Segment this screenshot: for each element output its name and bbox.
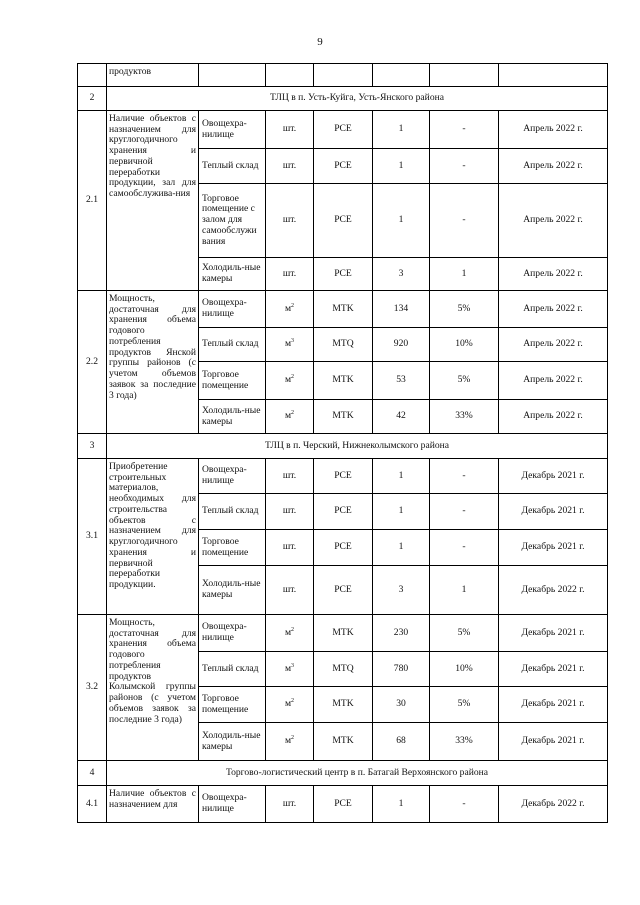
- object-name: Овощехра-нилище: [199, 459, 266, 494]
- deadline: Апрель 2022 г.: [499, 258, 608, 291]
- unit-text: шт.: [282, 214, 297, 226]
- object-name: Овощехра-нилище: [199, 615, 266, 652]
- percent: 1: [430, 566, 499, 615]
- quantity: 230: [373, 615, 430, 652]
- deadline: Апрель 2022 г.: [499, 149, 608, 184]
- unit-cell: [266, 723, 314, 761]
- number-cell: [78, 64, 107, 87]
- empty-cell: [199, 64, 266, 87]
- item-description: Наличие объектов с назначением для: [107, 786, 199, 823]
- unit-code: PCE: [314, 184, 373, 258]
- unit-cell: [266, 615, 314, 652]
- unit-text: м: [284, 410, 292, 422]
- quantity: 68: [373, 723, 430, 761]
- plan-table: [77, 63, 608, 823]
- percent: 5%: [430, 362, 499, 400]
- quantity: 53: [373, 362, 430, 400]
- unit-exponent: 2: [291, 302, 295, 309]
- unit-cell: [266, 786, 314, 823]
- quantity: 780: [373, 652, 430, 687]
- object-name: Торговое помещение: [199, 362, 266, 400]
- unit-text: м: [284, 662, 292, 674]
- unit-code: MTK: [314, 723, 373, 761]
- unit-cell: [266, 184, 314, 258]
- deadline: Декабрь 2022 г.: [499, 786, 608, 823]
- deadline: Декабрь 2021 г.: [499, 652, 608, 687]
- unit-cell: [266, 291, 314, 328]
- unit-code: PCE: [314, 530, 373, 566]
- table-row: [78, 291, 608, 328]
- unit-code: MTQ: [314, 652, 373, 687]
- unit-text: шт.: [282, 159, 297, 171]
- percent: 33%: [430, 723, 499, 761]
- table-row-continuation: [78, 64, 608, 87]
- object-name: Холодиль-ные камеры: [199, 258, 266, 291]
- percent: -: [430, 786, 499, 823]
- empty-cell: [266, 64, 314, 87]
- description-cell: продуктов: [107, 64, 199, 87]
- unit-code: MTK: [314, 362, 373, 400]
- deadline: Апрель 2022 г.: [499, 291, 608, 328]
- percent: 5%: [430, 687, 499, 723]
- quantity: 1: [373, 149, 430, 184]
- percent: 5%: [430, 291, 499, 328]
- unit-exponent: 2: [291, 734, 295, 741]
- unit-code: PCE: [314, 494, 373, 530]
- object-name: Овощехра-нилище: [199, 291, 266, 328]
- unit-code: PCE: [314, 566, 373, 615]
- unit-code: MTK: [314, 687, 373, 723]
- table-row: [78, 111, 608, 149]
- section-row-4: [78, 761, 608, 786]
- empty-cell: [314, 64, 373, 87]
- unit-exponent: 3: [291, 337, 295, 344]
- unit-exponent: 2: [291, 626, 295, 633]
- item-number: 2.2: [78, 291, 107, 434]
- quantity: 1: [373, 184, 430, 258]
- deadline: Апрель 2022 г.: [499, 362, 608, 400]
- unit-cell: [266, 687, 314, 723]
- percent: -: [430, 111, 499, 149]
- section-row-2: [78, 87, 608, 111]
- percent: -: [430, 184, 499, 258]
- object-name: Овощехра-нилище: [199, 786, 266, 823]
- quantity: 1: [373, 530, 430, 566]
- unit-exponent: 2: [291, 373, 295, 380]
- section-title: ТЛЦ в п. Усть-Куйга, Усть-Янского района: [107, 87, 608, 111]
- empty-cell: [373, 64, 430, 87]
- deadline: Декабрь 2021 г.: [499, 615, 608, 652]
- unit-text: м: [284, 374, 292, 386]
- object-name: Холодиль-ные камеры: [199, 400, 266, 434]
- unit-code: MTQ: [314, 328, 373, 362]
- unit-text: м: [284, 302, 292, 314]
- object-name: Холодиль-ные камеры: [199, 723, 266, 761]
- unit-code: MTK: [314, 615, 373, 652]
- unit-exponent: 3: [291, 662, 295, 669]
- unit-text: шт.: [282, 541, 297, 553]
- deadline: Апрель 2022 г.: [499, 400, 608, 434]
- unit-code: PCE: [314, 786, 373, 823]
- percent: -: [430, 494, 499, 530]
- quantity: 920: [373, 328, 430, 362]
- quantity: 42: [373, 400, 430, 434]
- table-row: [78, 786, 608, 823]
- unit-code: PCE: [314, 149, 373, 184]
- deadline: Декабрь 2022 г.: [499, 566, 608, 615]
- deadline: Декабрь 2021 г.: [499, 530, 608, 566]
- unit-text: м: [284, 735, 292, 747]
- page-number: 9: [317, 36, 323, 48]
- unit-text: м: [284, 698, 292, 710]
- object-name: Теплый склад: [199, 494, 266, 530]
- unit-text: шт.: [282, 267, 297, 279]
- unit-cell: [266, 530, 314, 566]
- unit-cell: [266, 149, 314, 184]
- section-number: 3: [78, 434, 107, 459]
- unit-exponent: 2: [291, 697, 295, 704]
- quantity: 1: [373, 459, 430, 494]
- unit-cell: [266, 566, 314, 615]
- unit-exponent: 2: [291, 409, 295, 416]
- deadline: Декабрь 2021 г.: [499, 723, 608, 761]
- unit-text: м: [284, 338, 292, 350]
- object-name: Торговое помещение: [199, 687, 266, 723]
- percent: 1: [430, 258, 499, 291]
- unit-code: MTK: [314, 291, 373, 328]
- quantity: 1: [373, 111, 430, 149]
- percent: 33%: [430, 400, 499, 434]
- object-name: Теплый склад: [199, 328, 266, 362]
- unit-cell: [266, 652, 314, 687]
- empty-cell: [430, 64, 499, 87]
- deadline: Декабрь 2021 г.: [499, 494, 608, 530]
- empty-cell: [499, 64, 608, 87]
- quantity: 3: [373, 566, 430, 615]
- unit-cell: [266, 258, 314, 291]
- object-name: Холодиль-ные камеры: [199, 566, 266, 615]
- unit-text: шт.: [282, 583, 297, 595]
- percent: -: [430, 459, 499, 494]
- deadline: Апрель 2022 г.: [499, 328, 608, 362]
- section-title: Торгово-логистический центр в п. Батагай Верхоянского района: [107, 761, 608, 786]
- quantity: 1: [373, 494, 430, 530]
- item-description: Мощность, достаточная для хранения объема годового потребления продуктов Колымской группы районов (с учетом объемов заявок за последние 3 года): [107, 615, 199, 761]
- section-number: 4: [78, 761, 107, 786]
- unit-cell: [266, 362, 314, 400]
- object-name: Торговое помещение: [199, 530, 266, 566]
- percent: 10%: [430, 328, 499, 362]
- quantity: 134: [373, 291, 430, 328]
- section-number: 2: [78, 87, 107, 111]
- percent: 10%: [430, 652, 499, 687]
- item-description: Мощность, достаточная для хранения объема годового потребления продуктов Янской группы районов (с учетом объемов заявок за последние 3 года): [107, 291, 199, 434]
- unit-cell: [266, 400, 314, 434]
- deadline: Апрель 2022 г.: [499, 111, 608, 149]
- object-name: Теплый склад: [199, 652, 266, 687]
- item-number: 3.1: [78, 459, 107, 615]
- unit-text: шт.: [282, 123, 297, 135]
- percent: -: [430, 530, 499, 566]
- unit-cell: [266, 328, 314, 362]
- unit-text: м: [284, 626, 292, 638]
- unit-code: PCE: [314, 459, 373, 494]
- deadline: Декабрь 2021 г.: [499, 459, 608, 494]
- quantity: 3: [373, 258, 430, 291]
- quantity: 30: [373, 687, 430, 723]
- quantity: 1: [373, 786, 430, 823]
- unit-text: шт.: [282, 505, 297, 517]
- section-title: ТЛЦ в п. Черский, Нижнеколымского района: [107, 434, 608, 459]
- unit-text: шт.: [282, 469, 297, 481]
- object-name: Овощехра-нилище: [199, 111, 266, 149]
- object-name: Теплый склад: [199, 149, 266, 184]
- unit-cell: [266, 111, 314, 149]
- table-row: [78, 615, 608, 652]
- unit-code: PCE: [314, 258, 373, 291]
- item-description: Наличие объектов с назначением для круглогодичного хранения и первичной переработки продукции, зал для самообслужива-ния: [107, 111, 199, 291]
- unit-cell: [266, 459, 314, 494]
- deadline: Апрель 2022 г.: [499, 184, 608, 258]
- item-number: 4.1: [78, 786, 107, 823]
- unit-code: MTK: [314, 400, 373, 434]
- item-number: 3.2: [78, 615, 107, 761]
- percent: 5%: [430, 615, 499, 652]
- section-row-3: [78, 434, 608, 459]
- unit-text: шт.: [282, 797, 297, 809]
- table-row: [78, 459, 608, 494]
- percent: -: [430, 149, 499, 184]
- deadline: Декабрь 2021 г.: [499, 687, 608, 723]
- item-number: 2.1: [78, 111, 107, 291]
- unit-code: PCE: [314, 111, 373, 149]
- object-name: Торговое помещение с залом для самообслужи вания: [199, 184, 266, 258]
- unit-cell: [266, 494, 314, 530]
- item-description: Приобретение строительных материалов, необходимых для строительства объектов с назначением для круглогодичного хранения и первичной переработки продукции.: [107, 459, 199, 615]
